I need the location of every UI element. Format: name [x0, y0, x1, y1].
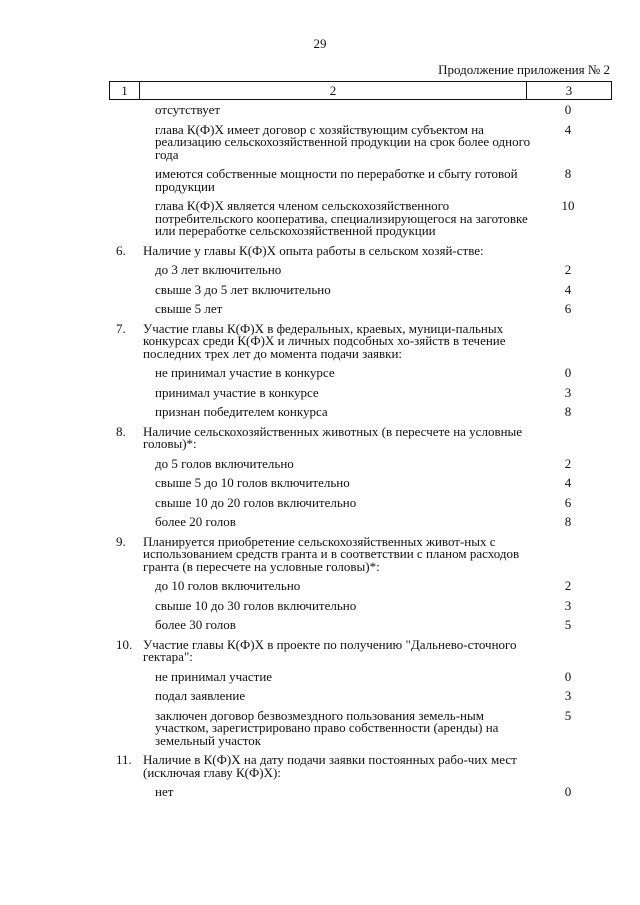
option-score: 0 — [564, 102, 572, 117]
criterion-option — [0, 384, 572, 400]
option-score: 3 — [564, 688, 572, 703]
page-number: 29 — [313, 36, 327, 51]
criterion-option — [0, 301, 572, 316]
criterion-text: Наличие сельскохозяйственных животных (в пересчете на условные головы)*: — [143, 423, 523, 451]
option-score: 5 — [564, 707, 572, 723]
criterion-text: Наличие у главы К(Ф)Х опыта работы в сельском хозяй-стве: — [143, 242, 484, 258]
criterion-number: 9. — [116, 533, 126, 549]
option-score: 2 — [564, 262, 572, 277]
option-text: до 5 голов включительно — [155, 455, 294, 471]
criterion-option — [0, 262, 572, 277]
criterion-number: 8. — [116, 423, 126, 439]
criterion-option — [0, 475, 572, 490]
option-score: 8 — [564, 404, 572, 419]
option-text: не принимал участие в конкурсе — [155, 365, 335, 380]
option-text: более 30 голов — [155, 617, 236, 632]
option-score: 10 — [561, 198, 575, 213]
option-score: 4 — [564, 475, 572, 490]
criterion-option — [0, 198, 575, 238]
criterion-option — [0, 668, 572, 684]
option-score: 8 — [564, 166, 572, 181]
criterion-option — [0, 617, 572, 632]
criterion-option — [0, 494, 572, 510]
option-text: глава К(Ф)Х является членом сельскохозяйственного потребительского кооператива, специализирующегося на заготовке или переработке сельскохозяйственной продукции — [155, 198, 528, 238]
option-text: свыше 10 до 20 голов включительно — [155, 494, 357, 510]
criterion-number: 6. — [116, 242, 126, 258]
column-header-row — [110, 82, 612, 100]
option-text: признан победителем конкурса — [155, 404, 328, 419]
option-score: 0 — [564, 668, 572, 684]
option-text: до 3 лет включительно — [155, 262, 282, 277]
option-text: имеются собственные мощности по переработке и сбыту готовой продукции — [155, 166, 518, 194]
criterion-number: 10. — [116, 636, 133, 652]
appendix-label: Продолжение приложения № 2 — [438, 62, 610, 77]
column-header-2: 2 — [140, 82, 527, 100]
option-text: подал заявление — [155, 688, 246, 703]
option-score: 2 — [564, 578, 572, 593]
option-text: свыше 5 лет — [155, 301, 223, 316]
option-text: свыше 5 до 10 голов включительно — [155, 475, 350, 490]
option-text: нет — [155, 784, 174, 799]
criterion-heading — [0, 636, 533, 664]
option-text: заключен договор безвозмездного пользования земель-ным участком, зарегистрировано право собственности (аренды) на земельный участок — [155, 707, 499, 748]
criterion-heading — [0, 533, 533, 574]
criterion-option — [0, 121, 572, 162]
criterion-text: Участие главы К(Ф)Х в федеральных, краевых, муници-пальных конкурсах среди К(Ф)Х и личных подсобных хо-зяйств в течение последних трех лет до момента подачи заявки: — [143, 320, 506, 361]
criterion-option — [0, 514, 572, 529]
criterion-text: Участие главы К(Ф)Х в проекте по получению "Дальнево-сточного гектара": — [143, 636, 517, 664]
column-header-3: 3 — [527, 82, 612, 100]
option-score: 4 — [564, 121, 572, 137]
criterion-option — [0, 455, 572, 471]
option-text: отсутствует — [155, 102, 221, 117]
criterion-number: 7. — [116, 320, 126, 336]
option-text: до 10 голов включительно — [155, 578, 301, 593]
criterion-option — [0, 404, 572, 419]
criterion-heading — [0, 320, 533, 361]
column-header-1: 1 — [110, 82, 140, 100]
option-score: 2 — [564, 455, 572, 471]
criterion-option — [0, 707, 572, 748]
option-text: более 20 голов — [155, 514, 236, 529]
option-score: 0 — [564, 365, 572, 380]
option-score: 6 — [564, 494, 572, 510]
option-score: 6 — [564, 301, 572, 316]
option-text: глава К(Ф)Х имеет договор с хозяйствующим субъектом на реализацию сельскохозяйственной продукции на срок более одного года — [155, 121, 531, 162]
option-score: 3 — [564, 384, 572, 400]
option-score: 8 — [564, 514, 572, 529]
criterion-heading — [0, 754, 533, 779]
criterion-heading — [0, 423, 533, 451]
column-header-table — [109, 81, 612, 100]
option-score: 5 — [564, 617, 572, 632]
criterion-option — [0, 365, 572, 380]
criterion-number: 11. — [116, 752, 132, 767]
option-text: не принимал участие — [155, 668, 273, 684]
criterion-text: Наличие в К(Ф)Х на дату подачи заявки постоянных рабо-чих мест (исключая главу К(Ф)Х): — [143, 752, 517, 780]
criterion-option — [0, 784, 572, 799]
option-score: 0 — [564, 784, 572, 799]
criterion-option — [0, 281, 572, 297]
option-text: принимал участие в конкурсе — [155, 384, 319, 400]
criteria-list — [0, 104, 640, 806]
criterion-option — [0, 688, 572, 703]
option-score: 4 — [564, 281, 572, 297]
criterion-text: Планируется приобретение сельскохозяйственных живот-ных с использованием средств гранта и в соответствии с планом расходов гранта (в пересчете на условные головы)*: — [143, 533, 520, 574]
criterion-heading — [0, 242, 533, 258]
criterion-option — [0, 578, 572, 593]
criterion-option — [0, 166, 572, 194]
option-text: свыше 3 до 5 лет включительно — [155, 281, 331, 297]
criterion-option — [0, 597, 572, 613]
option-score: 3 — [564, 597, 572, 613]
criterion-option — [0, 102, 572, 117]
option-text: свыше 10 до 30 голов включительно — [155, 597, 357, 613]
